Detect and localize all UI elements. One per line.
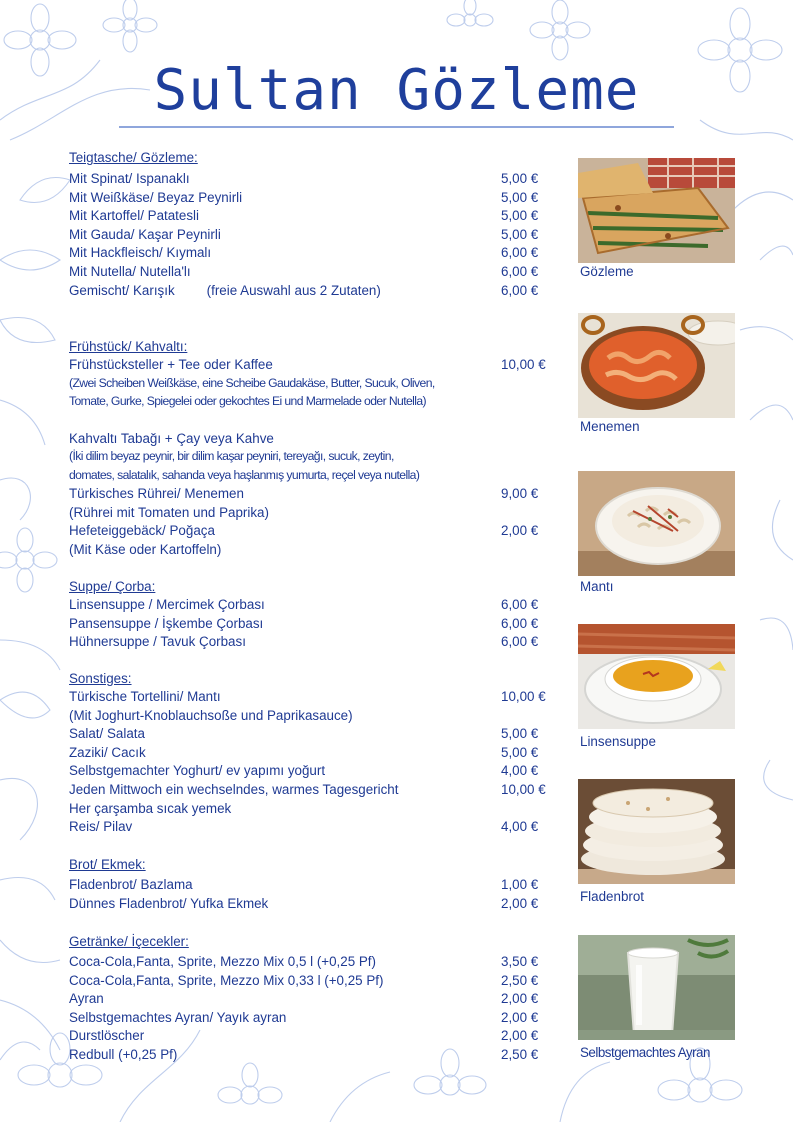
item-price: 2,50 € <box>501 973 539 988</box>
item-name: Hefeteiggebäck/ Poğaça <box>69 523 215 538</box>
item-price: 6,00 € <box>501 634 539 649</box>
item-description <box>69 799 569 818</box>
photo-caption: Selbstgemachtes Ayran <box>580 1045 710 1060</box>
page-title: Sultan Gözleme <box>153 58 640 123</box>
menu-item <box>69 1045 569 1064</box>
menu-item <box>69 484 569 503</box>
menu-item <box>69 206 569 225</box>
menu-item <box>69 281 569 300</box>
item-price: 5,00 € <box>501 208 539 223</box>
section-title: Frühstück/ Kahvaltı: <box>69 339 188 354</box>
item-name: Dünnes Fladenbrot/ Yufka Ekmek <box>69 896 269 911</box>
item-note: Tomate, Gurke, Spiegelei oder gekochtes Ei und Marmelade oder Nutella) <box>69 394 427 408</box>
item-description <box>69 540 569 559</box>
menu-item <box>69 521 569 540</box>
item-price: 10,00 € <box>501 357 546 372</box>
item-name: Mit Nutella/ Nutella'lı <box>69 264 191 279</box>
item-description <box>69 392 569 411</box>
photo-caption: Linsensuppe <box>580 734 656 749</box>
item-name: Türkisches Rührei/ Menemen <box>69 486 244 501</box>
item-price: 2,00 € <box>501 1010 539 1025</box>
item-name: Türkische Tortellini/ Mantı <box>69 689 221 704</box>
photo-caption: Menemen <box>580 419 640 434</box>
section-title: Sonstiges: <box>69 671 132 686</box>
item-price: 5,00 € <box>501 227 539 242</box>
item-price: 5,00 € <box>501 190 539 205</box>
item-description <box>69 503 569 522</box>
item-name: Selbstgemachtes Ayran/ Yayık ayran <box>69 1010 287 1025</box>
menu-item <box>69 894 569 913</box>
item-name: Mit Weißkäse/ Beyaz Peynirli <box>69 190 243 205</box>
item-name: Selbstgemachter Yoghurt/ ev yapımı yoğurt <box>69 763 326 778</box>
menu-item <box>69 614 569 633</box>
item-note: Her çarşamba sıcak yemek <box>69 801 232 816</box>
section-title: Getränke/ İçecekler: <box>69 934 189 949</box>
menu-item <box>69 952 569 971</box>
section-title: Suppe/ Çorba: <box>69 579 156 594</box>
item-name: Ayran <box>69 991 104 1006</box>
item-name: Hühnersuppe / Tavuk Çorbası <box>69 634 246 649</box>
menu-item <box>69 225 569 244</box>
photo-caption: Gözleme <box>580 264 634 279</box>
menu-item <box>69 687 569 706</box>
item-price: 5,00 € <box>501 726 539 741</box>
photo-caption: Fladenbrot <box>580 889 645 904</box>
item-note: (freie Auswahl aus 2 Zutaten) <box>206 283 381 298</box>
item-name: Zaziki/ Cacık <box>69 745 146 760</box>
item-price: 5,00 € <box>501 745 539 760</box>
photo-caption: Mantı <box>580 579 614 594</box>
section-header-brot <box>69 855 569 874</box>
item-name: Salat/ Salata <box>69 726 145 741</box>
item-note: (Rührei mit Tomaten und Paprika) <box>69 505 269 520</box>
item-name: Mit Gauda/ Kaşar Peynirli <box>69 227 221 242</box>
item-name: Reis/ Pilav <box>69 819 133 834</box>
menu-item <box>69 780 569 799</box>
menu-item <box>69 817 569 836</box>
item-price: 3,50 € <box>501 954 539 969</box>
menu-item <box>69 761 569 780</box>
item-price: 4,00 € <box>501 763 539 778</box>
item-price: 10,00 € <box>501 782 546 797</box>
menu-item <box>69 243 569 262</box>
section-title: Brot/ Ekmek: <box>69 857 146 872</box>
item-price: 9,00 € <box>501 486 539 501</box>
item-name: Frühstücksteller + Tee oder Kaffee <box>69 357 273 372</box>
item-price: 1,00 € <box>501 877 539 892</box>
section-title: Teigtasche/ Gözleme: <box>69 150 198 165</box>
menu-item <box>69 1008 569 1027</box>
ayran-photo <box>578 935 735 1040</box>
menu-item <box>69 743 569 762</box>
section-header-getraenke <box>69 932 569 951</box>
item-description <box>69 447 569 466</box>
item-name: Linsensuppe / Mercimek Çorbası <box>69 597 265 612</box>
menu-item <box>69 429 569 448</box>
linsensuppe-photo <box>578 624 735 729</box>
menu-item <box>69 188 569 207</box>
item-name: Coca-Cola,Fanta, Sprite, Mezzo Mix 0,5 l (+0,25 Pf) <box>69 954 376 969</box>
item-price: 2,00 € <box>501 523 539 538</box>
item-note: (Mit Käse oder Kartoffeln) <box>69 542 222 557</box>
item-price: 5,00 € <box>501 171 539 186</box>
item-price: 4,00 € <box>501 819 539 834</box>
item-description <box>69 466 569 485</box>
item-note: (İki dilim beyaz peynir, bir dilim kaşar peyniri, tereyağı, sucuk, zeytin, <box>69 449 394 463</box>
menu-item <box>69 989 569 1008</box>
item-price: 6,00 € <box>501 616 539 631</box>
section-header-suppe <box>69 577 569 596</box>
menu-item <box>69 595 569 614</box>
section-header-gozleme <box>69 148 569 167</box>
item-note: (Zwei Scheiben Weißkäse, eine Scheibe Gaudakäse, Butter, Sucuk, Oliven, <box>69 376 435 390</box>
item-name: Fladenbrot/ Bazlama <box>69 877 193 892</box>
menu-item <box>69 971 569 990</box>
menu-item <box>69 875 569 894</box>
section-header-sonstiges <box>69 669 569 688</box>
fladenbrot-photo <box>578 779 735 884</box>
menu-item <box>69 355 569 374</box>
item-name: Pansensuppe / İşkembe Çorbası <box>69 616 264 631</box>
title-divider <box>119 126 674 128</box>
menu-item <box>69 724 569 743</box>
item-price: 2,00 € <box>501 896 539 911</box>
item-name: Coca-Cola,Fanta, Sprite, Mezzo Mix 0,33 l (+0,25 Pf) <box>69 973 384 988</box>
item-note: (Mit Joghurt-Knoblauchsoße und Paprikasauce) <box>69 708 353 723</box>
menu-item <box>69 1026 569 1045</box>
gozleme-photo <box>578 158 735 263</box>
item-name: Jeden Mittwoch ein wechselndes, warmes Tagesgericht <box>69 782 399 797</box>
item-price: 6,00 € <box>501 283 539 298</box>
item-name: Redbull (+0,25 Pf) <box>69 1047 178 1062</box>
item-description <box>69 374 569 393</box>
item-name: Mit Spinat/ Ispanaklı <box>69 171 190 186</box>
item-price: 2,50 € <box>501 1047 539 1062</box>
menu-item <box>69 262 569 281</box>
item-price: 2,00 € <box>501 1028 539 1043</box>
item-price: 6,00 € <box>501 264 539 279</box>
menu-item <box>69 632 569 651</box>
item-name: Kahvaltı Tabağı + Çay veya Kahve <box>69 431 274 446</box>
item-description <box>69 706 569 725</box>
menu-item <box>69 169 569 188</box>
item-price: 2,00 € <box>501 991 539 1006</box>
item-name: Mit Hackfleisch/ Kıymalı <box>69 245 212 260</box>
menemen-photo <box>578 313 735 418</box>
item-name: Gemischt/ Karışık <box>69 283 175 298</box>
item-price: 6,00 € <box>501 245 539 260</box>
item-price: 6,00 € <box>501 597 539 612</box>
item-name: Mit Kartoffel/ Patatesli <box>69 208 199 223</box>
manti-photo <box>578 471 735 576</box>
item-name: Durstlöscher <box>69 1028 145 1043</box>
section-header-fruehstueck <box>69 337 569 356</box>
item-price: 10,00 € <box>501 689 546 704</box>
item-note: domates, salatalık, sahanda veya haşlanmış yumurta, reçel veya nutella) <box>69 468 420 482</box>
